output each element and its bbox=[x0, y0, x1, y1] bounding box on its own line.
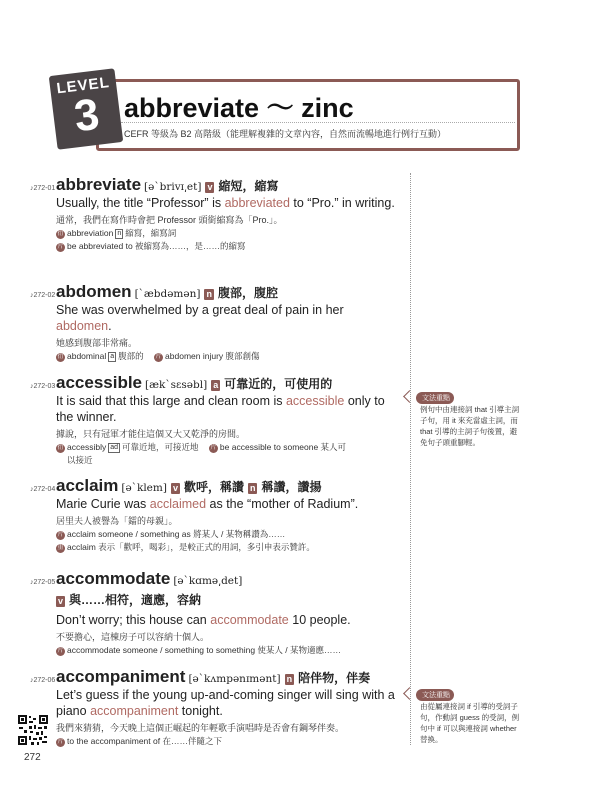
track-number: 272-05 bbox=[33, 579, 56, 586]
headword: accompaniment bbox=[56, 667, 186, 686]
meaning: 陪伴物，伴奏 bbox=[298, 671, 371, 685]
phrase-icon: 片 bbox=[155, 354, 162, 360]
phonetic: [əˋklem] bbox=[121, 482, 167, 494]
pos-badge: n bbox=[206, 289, 212, 299]
level-badge bbox=[49, 68, 124, 149]
track-number: 272-03 bbox=[33, 383, 56, 390]
phrase-note-cont: 以接近 bbox=[67, 455, 93, 465]
page-subtitle: CEFR 等級為 B2 高階級（能理解複雜的文章內容，自然而流暢地進行例行互動） bbox=[124, 129, 447, 139]
example-sentence: Don’t worry; this house can accommodate 10 people. bbox=[56, 613, 351, 627]
phrase-icon: 片 bbox=[57, 648, 64, 654]
phrase-note: 片 to the accompaniment of 在……伴隨之下 bbox=[57, 736, 222, 746]
phrase-note: 片 acclaim someone / something as 將某人 / 某物稱讚為…… bbox=[57, 529, 286, 539]
phonetic: [ˋæbdəmən] bbox=[134, 288, 201, 300]
qr-code-icon[interactable] bbox=[17, 714, 49, 746]
phonetic: [əˋkʌmpənɪmənt] bbox=[188, 673, 281, 685]
meaning: 縮短，縮寫 bbox=[218, 179, 279, 193]
vocab-entry-accessible bbox=[30, 373, 402, 467]
audio-track-icon[interactable]: ♪272-01 bbox=[30, 185, 56, 192]
example-translation: 居里夫人被譽為「鐳的母親」。 bbox=[56, 516, 178, 526]
headword: accommodate bbox=[56, 569, 171, 588]
phonetic: [əˋbrivɪ͵et] bbox=[144, 181, 202, 193]
track-number: 272-02 bbox=[33, 292, 56, 299]
derivative-note: 衍 abbreviation n 縮寫，縮寫詞 bbox=[57, 228, 177, 238]
example-sentence: Usually, the title “Professor” is abbreviated to “Pro.” in writing. bbox=[56, 196, 395, 210]
headword: accessible bbox=[56, 373, 143, 392]
meaning: 腹部，腹腔 bbox=[217, 286, 278, 300]
example-sentence: Marie Curie was acclaimed as the “mother of Radium”. bbox=[56, 497, 359, 511]
vocab-entry-abbreviate bbox=[30, 175, 402, 253]
phrase-icon: 片 bbox=[210, 445, 217, 451]
page-title: abbreviate ～ zinc bbox=[124, 93, 354, 123]
example-translation: 她感到腹部非常痛。 bbox=[56, 338, 138, 348]
audio-track-icon[interactable]: ♪272-04 bbox=[30, 486, 56, 493]
pos-badge: a bbox=[213, 380, 219, 390]
audio-track-icon[interactable]: ♪272-06 bbox=[30, 677, 56, 684]
derivative-icon: 衍 bbox=[57, 445, 64, 451]
track-number: 272-06 bbox=[33, 677, 56, 684]
grammar-tag: 文法重點 bbox=[416, 689, 454, 701]
example-translation: 據說，只有冠軍才能住這個又大又乾淨的房間。 bbox=[56, 429, 246, 439]
meaning: 歡呼，稱讚 bbox=[183, 480, 244, 494]
phrase-note: 片 be abbreviated to 被縮寫為……，是……的縮寫 bbox=[57, 241, 246, 251]
track-number: 272-01 bbox=[33, 185, 56, 192]
example-sentence: She was overwhelmed by a great deal of pain in her abdomen. bbox=[56, 303, 344, 333]
example-translation: 通常，我們在寫作時會把 Professor 頭銜縮寫為「Pro.」。 bbox=[56, 215, 283, 225]
audio-track-icon[interactable]: ♪272-03 bbox=[30, 383, 56, 390]
audio-track-icon[interactable]: ♪272-05 bbox=[30, 579, 56, 586]
phrase-icon: 片 bbox=[57, 532, 64, 538]
title-divider bbox=[121, 122, 515, 123]
example-sentence: Let’s guess if the young up-and-coming singer will sing with a piano accompaniment tonight. bbox=[56, 688, 395, 718]
pos-badge: v bbox=[207, 182, 213, 192]
phrase-icon: 片 bbox=[57, 244, 64, 250]
vocab-entry-accommodate bbox=[30, 569, 402, 657]
meaning: 可靠近的，可使用的 bbox=[224, 377, 333, 391]
pos-badge: n bbox=[286, 674, 293, 684]
level-label: LEVEL bbox=[55, 73, 111, 98]
track-number: 272-04 bbox=[33, 486, 56, 493]
grammar-tag: 文法重點 bbox=[416, 392, 454, 404]
usage-icon: 重 bbox=[57, 545, 64, 551]
audio-track-icon[interactable]: ♪272-02 bbox=[30, 292, 56, 299]
chevron-left-icon bbox=[403, 390, 416, 403]
phonetic: [əˋkɑmə͵det] bbox=[173, 575, 243, 587]
meaning: 與……相符，適應，容納 bbox=[69, 593, 202, 607]
derivative-note: 衍 abdominal a 腹部的 片 abdomen injury 腹部創傷 bbox=[57, 351, 260, 361]
vocab-entry-acclaim bbox=[30, 476, 402, 554]
phonetic: [ækˋsɛsəbl] bbox=[145, 379, 208, 391]
meaning-2: 稱讚，讚揚 bbox=[261, 480, 322, 494]
derivative-note: 衍 accessibly ad 可靠近地，可接近地 片 be accessible to someone 某人可 bbox=[57, 442, 347, 452]
grammar-text: 由從屬連接詞 if 引導的受詞子句，作動詞 guess 的受詞，例句中 if 可以與連接詞 whether 替換。 bbox=[420, 702, 520, 744]
headword: abbreviate bbox=[56, 175, 142, 194]
derivative-icon: 衍 bbox=[57, 231, 64, 237]
pos-badge-2: n bbox=[249, 483, 256, 493]
grammar-text: 例句中由連接詞 that 引導主詞子句，用 it 來充當虛主詞，而 that 引導的主詞子句後置，避免句子頭重腳輕。 bbox=[420, 405, 520, 447]
page-number: 272 bbox=[24, 752, 41, 763]
column-divider bbox=[410, 173, 411, 745]
level-number: 3 bbox=[71, 89, 102, 142]
vocab-entry-accompaniment bbox=[30, 667, 402, 748]
example-translation: 我們來猜猜，今天晚上這個正崛起的年輕歌手演唱時是否會有鋼琴伴奏。 bbox=[56, 723, 345, 733]
headword: acclaim bbox=[56, 476, 119, 495]
vocab-entry-abdomen bbox=[30, 282, 402, 363]
usage-note: 重 acclaim 表示「歡呼，喝彩」，是較正式的用詞，多引申表示贊許。 bbox=[57, 542, 315, 552]
derivative-icon: 衍 bbox=[57, 354, 64, 360]
pos-badge: v bbox=[172, 483, 178, 493]
phrase-note: 片 accommodate someone / something to something 使某人 / 某物適應…… bbox=[57, 645, 341, 655]
phrase-icon: 片 bbox=[57, 739, 64, 745]
headword: abdomen bbox=[56, 282, 132, 301]
chevron-left-icon bbox=[403, 687, 416, 700]
example-sentence: It is said that this large and clean room is accessible only to the winner. bbox=[56, 394, 385, 424]
example-translation: 不要擔心，這棟房子可以容納十個人。 bbox=[56, 632, 210, 642]
pos-badge: v bbox=[58, 596, 64, 606]
